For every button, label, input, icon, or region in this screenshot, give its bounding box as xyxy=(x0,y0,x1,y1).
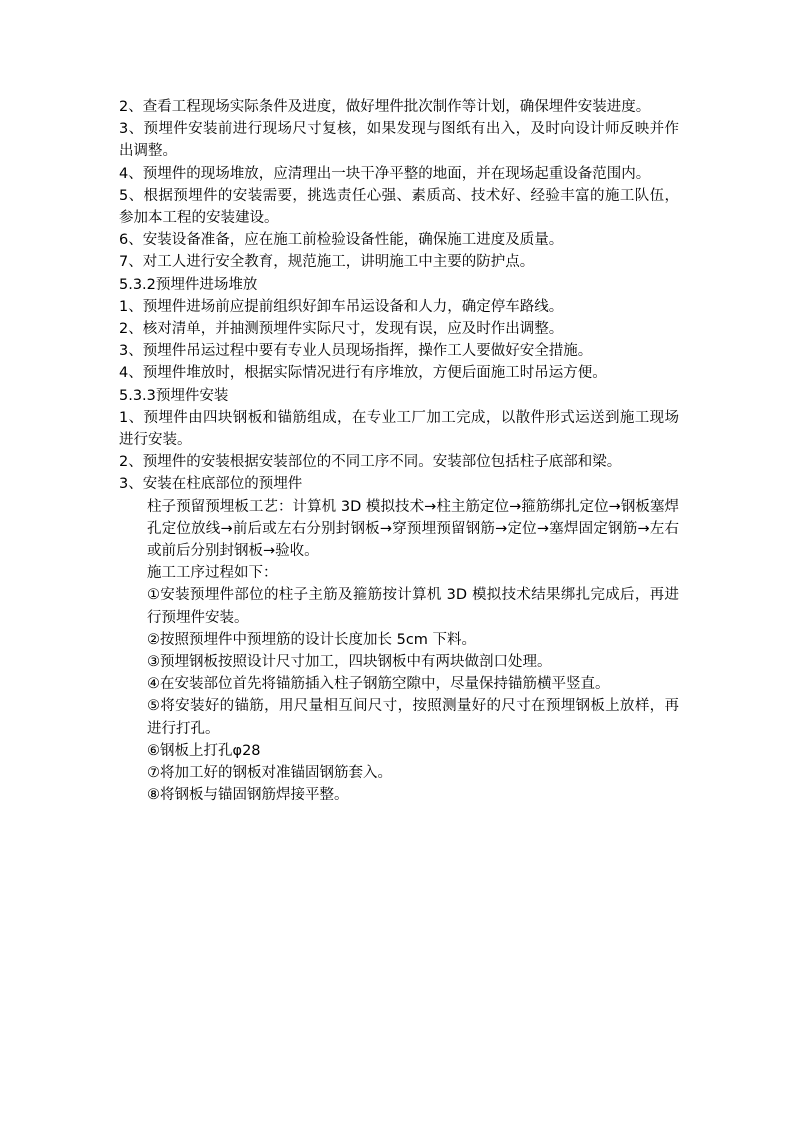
list-item: 4、预埋件的现场堆放，应清理出一块干净平整的地面，并在现场起重设备范围内。 xyxy=(119,165,651,182)
list-item: 3、预埋件吊运过程中要有专业人员现场指挥，操作工人要做好安全措施。 xyxy=(119,343,593,360)
list-item: 2、查看工程现场实际条件及进度，做好埋件批次制作等计划，确保埋件安装进度。 xyxy=(119,99,651,115)
step-item: ④在安装部位首先将锚筋插入柱子钢筋空隙中，尽量保持锚筋横平竖直。 xyxy=(147,676,610,693)
step-item: ②按照预埋件中预埋筋的设计长度加长 5cm 下料。 xyxy=(147,631,477,648)
list-item: 1、预埋件由四块钢板和锚筋组成，在专业工厂加工完成，以散件形式运送到施工现场进行安装。 xyxy=(119,409,679,449)
step-item: ③预埋钢板按照设计尺寸加工，四块钢板中有两块做剖口处理。 xyxy=(147,654,552,671)
list-item: 4、预埋件堆放时，根据实际情况进行有序堆放，方便后面施工时吊运方便。 xyxy=(119,365,607,382)
list-item: 2、核对清单，并抽测预埋件实际尺寸，发现有误，应及时作出调整。 xyxy=(119,321,564,338)
section-heading: 5.3.2预埋件进场堆放 xyxy=(119,276,258,293)
list-item: 3、安装在柱底部位的预埋件 xyxy=(119,476,303,493)
step-item: ⑤将安装好的锚筋，用尺量相互间尺寸，按照测量好的尺寸在预埋钢板上放样，再进行打孔。 xyxy=(147,698,679,737)
step-item: ⑥钢板上打孔φ28 xyxy=(147,742,261,759)
document-body xyxy=(119,96,679,807)
list-item: 6、安装设备准备，应在施工前检验设备性能，确保施工进度及质量。 xyxy=(119,232,564,249)
step-item: ⑧将钢板与锚固钢筋焊接平整。 xyxy=(147,787,349,804)
step-item: ⑦将加工好的钢板对准锚固钢筋套入。 xyxy=(147,765,392,782)
list-item: 7、对工人进行安全教育，规范施工，讲明施工中主要的防护点。 xyxy=(119,254,535,271)
subheading: 施工工序过程如下： xyxy=(147,565,278,582)
list-item: 3、预埋件安装前进行现场尺寸复核，如果发现与图纸有出入，及时向设计师反映并作出调整。 xyxy=(119,121,679,160)
process-flow-paragraph: 柱子预留预埋板工艺：计算机 3D 模拟技术→柱主筋定位→箍筋绑扎定位→钢板塞焊孔定位放线→前后或左右分别封钢板→穿预埋预留钢筋→定位→塞焊固定钢筋→左右或前后分别封钢板→验收。 xyxy=(147,498,679,560)
section-heading: 5.3.3预埋件安装 xyxy=(119,387,229,404)
list-item: 5、根据预埋件的安装需要，挑选责任心强、素质高、技术好、经验丰富的施工队伍，参加本工程的安装建设。 xyxy=(119,187,679,227)
step-item: ①安装预埋件部位的柱子主筋及箍筋按计算机 3D 模拟技术结果绑扎完成后，再进行预埋件安装。 xyxy=(147,587,679,626)
list-item: 1、预埋件进场前应提前组织好卸车吊运设备和人力，确定停车路线。 xyxy=(119,298,564,315)
list-item: 2、预埋件的安装根据安装部位的不同工序不同。安装部位包括柱子底部和梁。 xyxy=(119,454,622,471)
